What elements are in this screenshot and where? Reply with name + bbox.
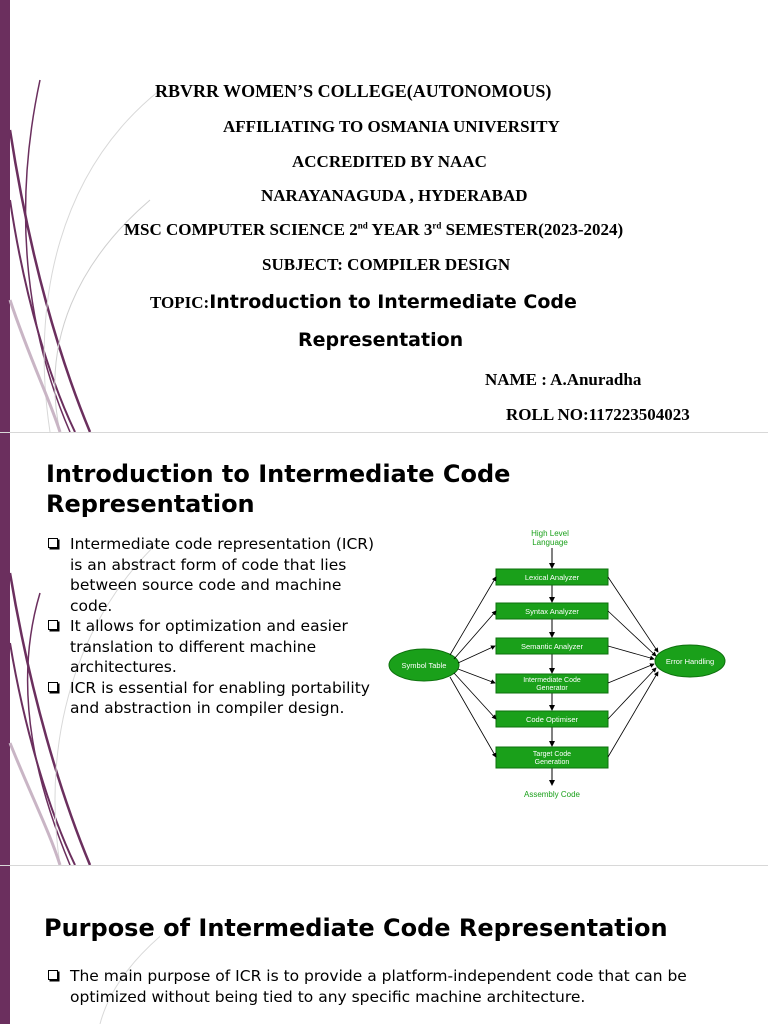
bullet-list (46, 966, 726, 1007)
bullet-list (46, 534, 381, 719)
list-item: ICR is essential for enabling portability and abstraction in compiler design. (46, 678, 381, 719)
roll-number: ROLL NO:117223504023 (506, 405, 690, 424)
svg-text:Error Handling: Error Handling (665, 657, 715, 666)
topic-line-2: Representation (298, 329, 464, 351)
diagram-bottom-label: Assembly Code (523, 790, 581, 799)
course-line: MSC COMPUTER SCIENCE 2nd YEAR 3rd SEMESTER(2023-2024) (124, 220, 624, 239)
slide-title: Purpose of Intermediate Code Representation (44, 914, 668, 942)
svg-text:Intermediate Code: Intermediate Code (523, 677, 581, 684)
svg-text:Generation: Generation (534, 759, 570, 766)
svg-text:Generator: Generator (536, 685, 568, 692)
compiler-phases-diagram (380, 521, 730, 806)
list-item: It allows for optimization and easier translation to different machine architectures. (46, 616, 381, 678)
title-slide (0, 0, 768, 432)
topic-line-1: TOPIC:Introduction to Intermediate Code (150, 291, 577, 313)
svg-text:Code Optimiser: Code Optimiser (525, 715, 579, 724)
slide-title: Introduction to Intermediate Code Representation (46, 460, 511, 518)
svg-text:Symbol Table: Symbol Table (401, 661, 447, 670)
intro-slide (0, 433, 768, 865)
svg-text:Semantic Analyzer: Semantic Analyzer (520, 642, 584, 651)
checkbox-bullet-icon (48, 620, 58, 630)
student-name: NAME : A.Anuradha (485, 370, 642, 389)
college-name: RBVRR WOMEN’S COLLEGE(AUTONOMOUS) (155, 81, 552, 101)
subject: SUBJECT: COMPILER DESIGN (262, 255, 511, 274)
affiliation: AFFILIATING TO OSMANIA UNIVERSITY (223, 117, 560, 136)
checkbox-bullet-icon (48, 970, 58, 980)
accreditation: ACCREDITED BY NAAC (292, 152, 487, 171)
checkbox-bullet-icon (48, 682, 58, 692)
list-item: Intermediate code representation (ICR) is an abstract form of code that lies between source code and machine code. (46, 534, 381, 616)
svg-text:Syntax Analyzer: Syntax Analyzer (525, 607, 579, 616)
svg-text:Lexical Analyzer: Lexical Analyzer (524, 573, 580, 582)
purpose-slide (0, 866, 768, 1024)
checkbox-bullet-icon (48, 538, 58, 548)
svg-text:Target Code: Target Code (532, 751, 572, 758)
list-item: The main purpose of ICR is to provide a platform-independent code that can be optimized without being tied to any specific machine architecture. (46, 966, 726, 1007)
location: NARAYANAGUDA , HYDERABAD (261, 186, 528, 205)
decorative-swirl (0, 0, 160, 432)
diagram-top-label: High Level (531, 529, 569, 538)
diagram-top-label: Language (532, 538, 568, 547)
